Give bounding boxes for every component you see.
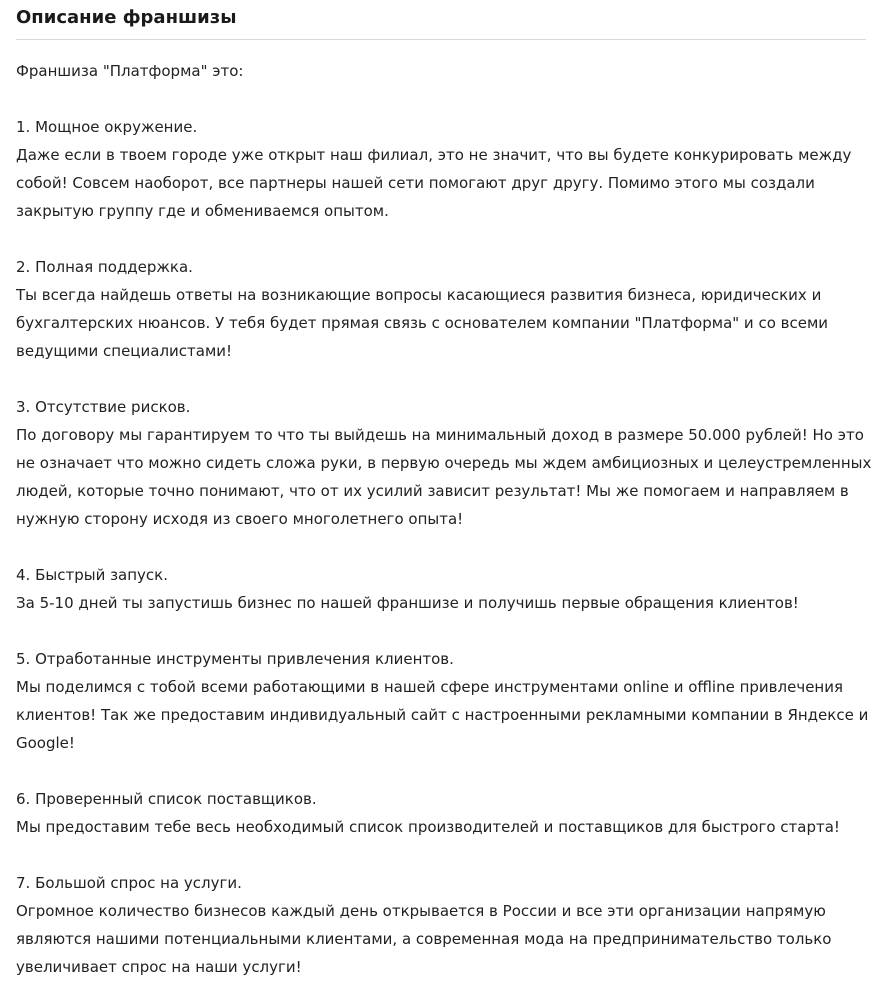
feature-item-5 [16, 645, 869, 757]
intro-text: Франшиза "Платформа" это: [16, 62, 244, 80]
feature-text-line: По договору мы гарантируем то что ты выйдешь на минимальный доход в размере 50.000 рублей! Но это [16, 426, 864, 444]
feature-item-2 [16, 253, 866, 365]
feature-text-line: нужную сторону исходя из своего многолетнего опыта! [16, 510, 464, 528]
feature-heading: 7. Большой спрос на услуги. [16, 874, 242, 892]
feature-text-line: Google! [16, 734, 75, 752]
feature-text-line: ведущими специалистами! [16, 342, 233, 360]
feature-text-line: увеличивает спрос на наши услуги! [16, 958, 302, 976]
feature-item-3 [16, 393, 872, 533]
feature-text-line: собой! Совсем наоборот, все партнеры нашей сети помогают друг другу. Помимо этого мы создали [16, 174, 815, 192]
feature-heading: 1. Мощное окружение. [16, 118, 198, 136]
feature-text-line: закрытую группу где и обмениваемся опытом. [16, 202, 389, 220]
feature-item-7 [16, 869, 866, 981]
feature-item-6 [16, 785, 866, 841]
feature-heading: 5. Отработанные инструменты привлечения клиентов. [16, 650, 454, 668]
title-divider [16, 39, 866, 40]
feature-text-line: являются нашими потенциальными клиентами, а современная мода на предпринимательство только [16, 930, 832, 948]
feature-heading: 4. Быстрый запуск. [16, 566, 169, 584]
feature-heading: 3. Отсутствие рисков. [16, 398, 191, 416]
feature-text-line: Ты всегда найдешь ответы на возникающие вопросы касающиеся развития бизнеса, юридических и [16, 286, 822, 304]
feature-text-line: Мы предоставим тебе весь необходимый список производителей и поставщиков для быстрого старта! [16, 818, 840, 836]
feature-text-line: людей, которые точно понимают, что от их усилий зависит результат! Мы же помогаем и направляем в [16, 482, 849, 500]
section-title: Описание франшизы [16, 7, 237, 28]
description-body [16, 57, 872, 981]
feature-text-line: не означает что можно сидеть сложа руки, в первую очередь мы ждем амбициозных и целеустремленных [16, 454, 872, 472]
feature-item-4 [16, 561, 866, 617]
feature-text-line: Огромное количество бизнесов каждый день открывается в России и все эти организации напрямую [16, 902, 826, 920]
feature-heading: 6. Проверенный список поставщиков. [16, 790, 317, 808]
feature-text-line: Мы поделимся с тобой всеми работающими в нашей сфере инструментами online и offline привлечения [16, 678, 843, 696]
feature-text-line: Даже если в твоем городе уже открыт наш филиал, это не значит, что вы будете конкурировать между [16, 146, 852, 164]
feature-text-line: За 5-10 дней ты запустишь бизнес по нашей франшизе и получишь первые обращения клиентов! [16, 594, 799, 612]
feature-text-line: бухгалтерских нюансов. У тебя будет прямая связь с основателем компании "Платформа" и со всеми [16, 314, 829, 332]
feature-item-1 [16, 113, 866, 225]
feature-text-line: клиентов! Так же предоставим индивидуальный сайт с настроенными рекламными компании в Яндексе и [16, 706, 869, 724]
feature-heading: 2. Полная поддержка. [16, 258, 193, 276]
